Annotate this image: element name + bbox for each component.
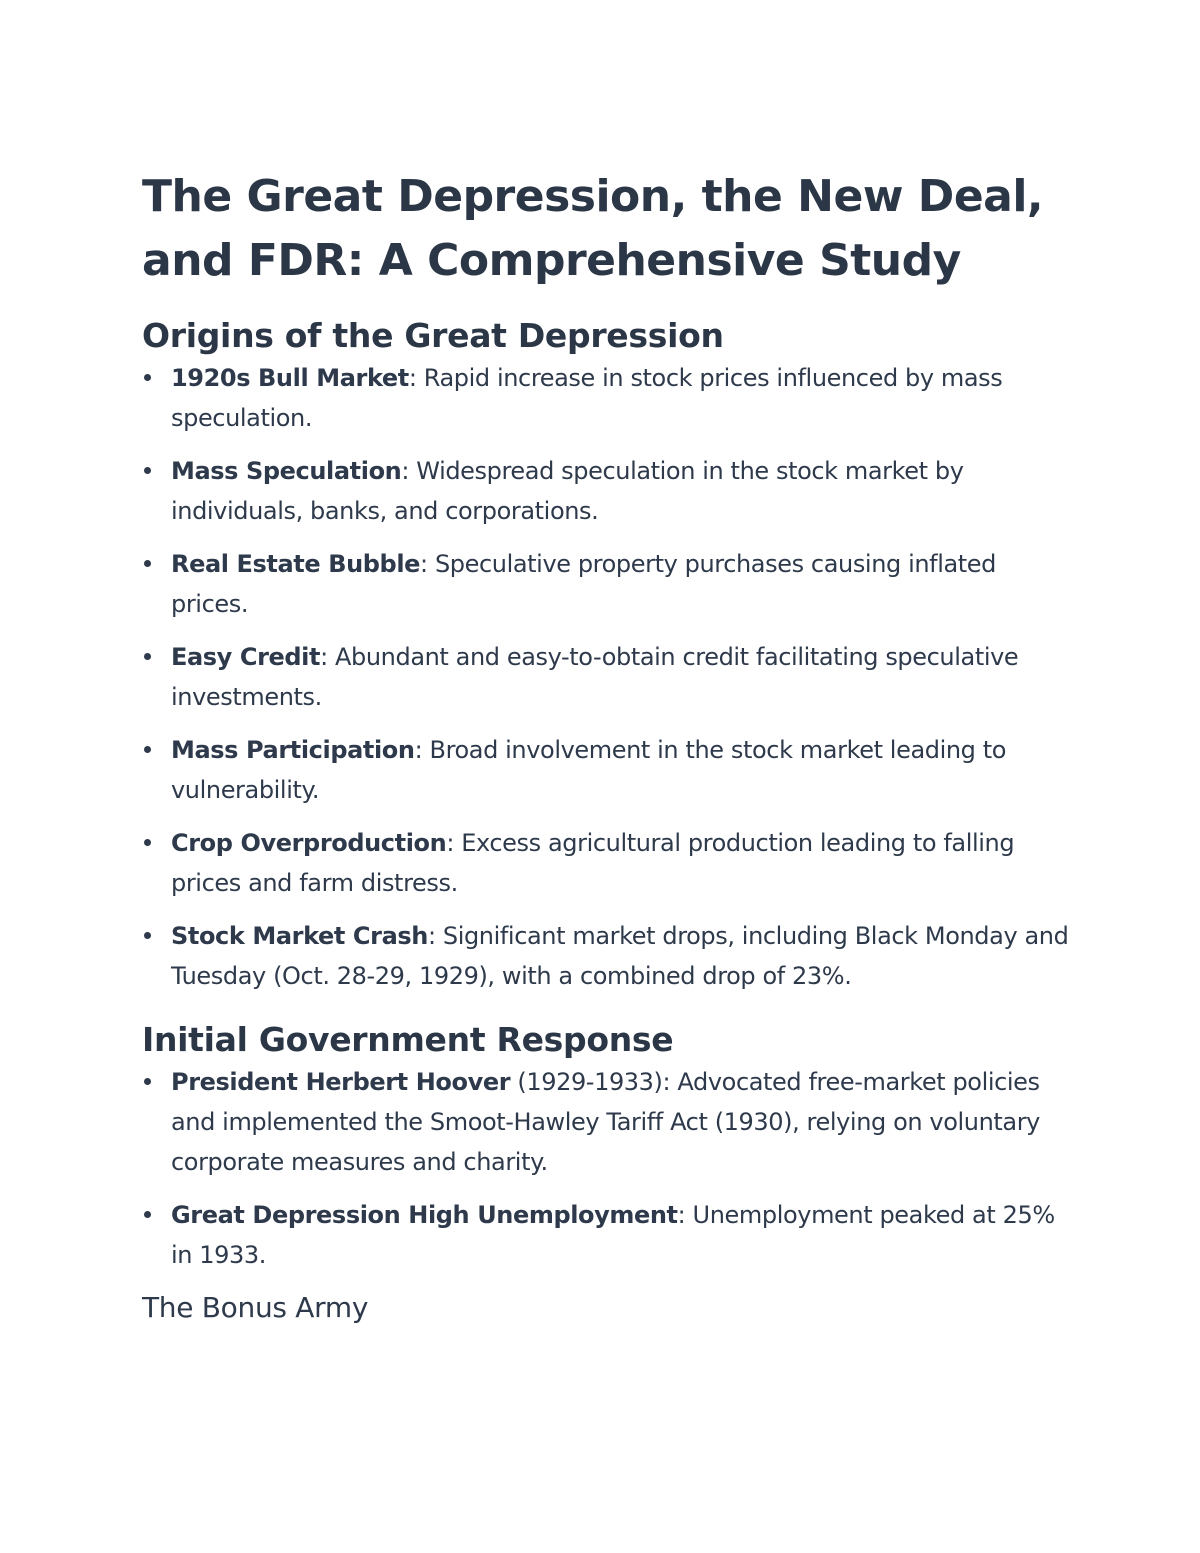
list-item — [142, 637, 1072, 717]
list-item — [142, 916, 1072, 996]
item-term: Stock Market Crash — [171, 922, 428, 950]
item-term: Crop Overproduction — [171, 829, 447, 857]
section-heading-origins: Origins of the Great Depression — [142, 316, 724, 355]
item-text: (1929-1933): Advocated free-market policies and implemented the Smoot-Hawley Tariff Act (1930), relying on voluntary corporate measures and charity. — [171, 1068, 1040, 1176]
bullet-icon — [144, 1078, 151, 1085]
bullet-icon — [144, 932, 151, 939]
item-separator: : — [677, 1201, 686, 1229]
item-term: Great Depression High Unemployment — [171, 1201, 678, 1229]
government-response-list — [142, 1062, 1072, 1275]
bullet-icon — [144, 1211, 151, 1218]
item-text: Excess agricultural production leading to falling prices and farm distress. — [171, 829, 1015, 897]
list-item — [142, 823, 1072, 903]
item-term: Easy Credit — [171, 643, 321, 671]
item-separator: : — [401, 457, 410, 485]
bullet-icon — [144, 374, 151, 381]
document-page — [142, 165, 1072, 1356]
list-item — [142, 358, 1072, 438]
bullet-icon — [144, 560, 151, 567]
list-item — [142, 451, 1072, 531]
item-separator: : — [427, 922, 436, 950]
item-text: Broad involvement in the stock market leading to vulnerability. — [171, 736, 1007, 804]
item-term: 1920s Bull Market — [171, 364, 409, 392]
item-term: Mass Speculation — [171, 457, 402, 485]
item-separator: : — [446, 829, 454, 857]
document-title: The Great Depression, the New Deal, and FDR: A Comprehensive Study — [142, 171, 1044, 286]
item-text: Abundant and easy-to-obtain credit facilitating speculative investments. — [171, 643, 1019, 711]
bullet-icon — [144, 467, 151, 474]
item-text: Widespread speculation in the stock market by individuals, banks, and corporations. — [171, 457, 964, 525]
list-item — [142, 544, 1072, 624]
item-term: Mass Participation — [171, 736, 415, 764]
list-item — [142, 1062, 1072, 1182]
item-text: Unemployment peaked at 25% in 1933. — [171, 1201, 1055, 1269]
item-separator: : — [420, 550, 428, 578]
list-item — [142, 1195, 1072, 1275]
item-separator: : — [408, 364, 417, 392]
item-separator: : — [414, 736, 423, 764]
item-separator: : — [320, 643, 328, 671]
list-item — [142, 730, 1072, 810]
bullet-icon — [144, 839, 151, 846]
item-text: Speculative property purchases causing inflated prices. — [171, 550, 996, 618]
section-heading-government-response: Initial Government Response — [142, 1020, 674, 1059]
item-text: Significant market drops, including Black Monday and Tuesday (Oct. 28-29, 1929), with a combined drop of 23%. — [171, 922, 1069, 990]
bullet-icon — [144, 653, 151, 660]
bullet-icon — [144, 746, 151, 753]
item-term: President Herbert Hoover — [171, 1068, 511, 1096]
origins-list — [142, 358, 1072, 996]
item-text: Rapid increase in stock prices influenced by mass speculation. — [171, 364, 1003, 432]
subheading-bonus-army: The Bonus Army — [142, 1291, 369, 1324]
item-term: Real Estate Bubble — [171, 550, 421, 578]
